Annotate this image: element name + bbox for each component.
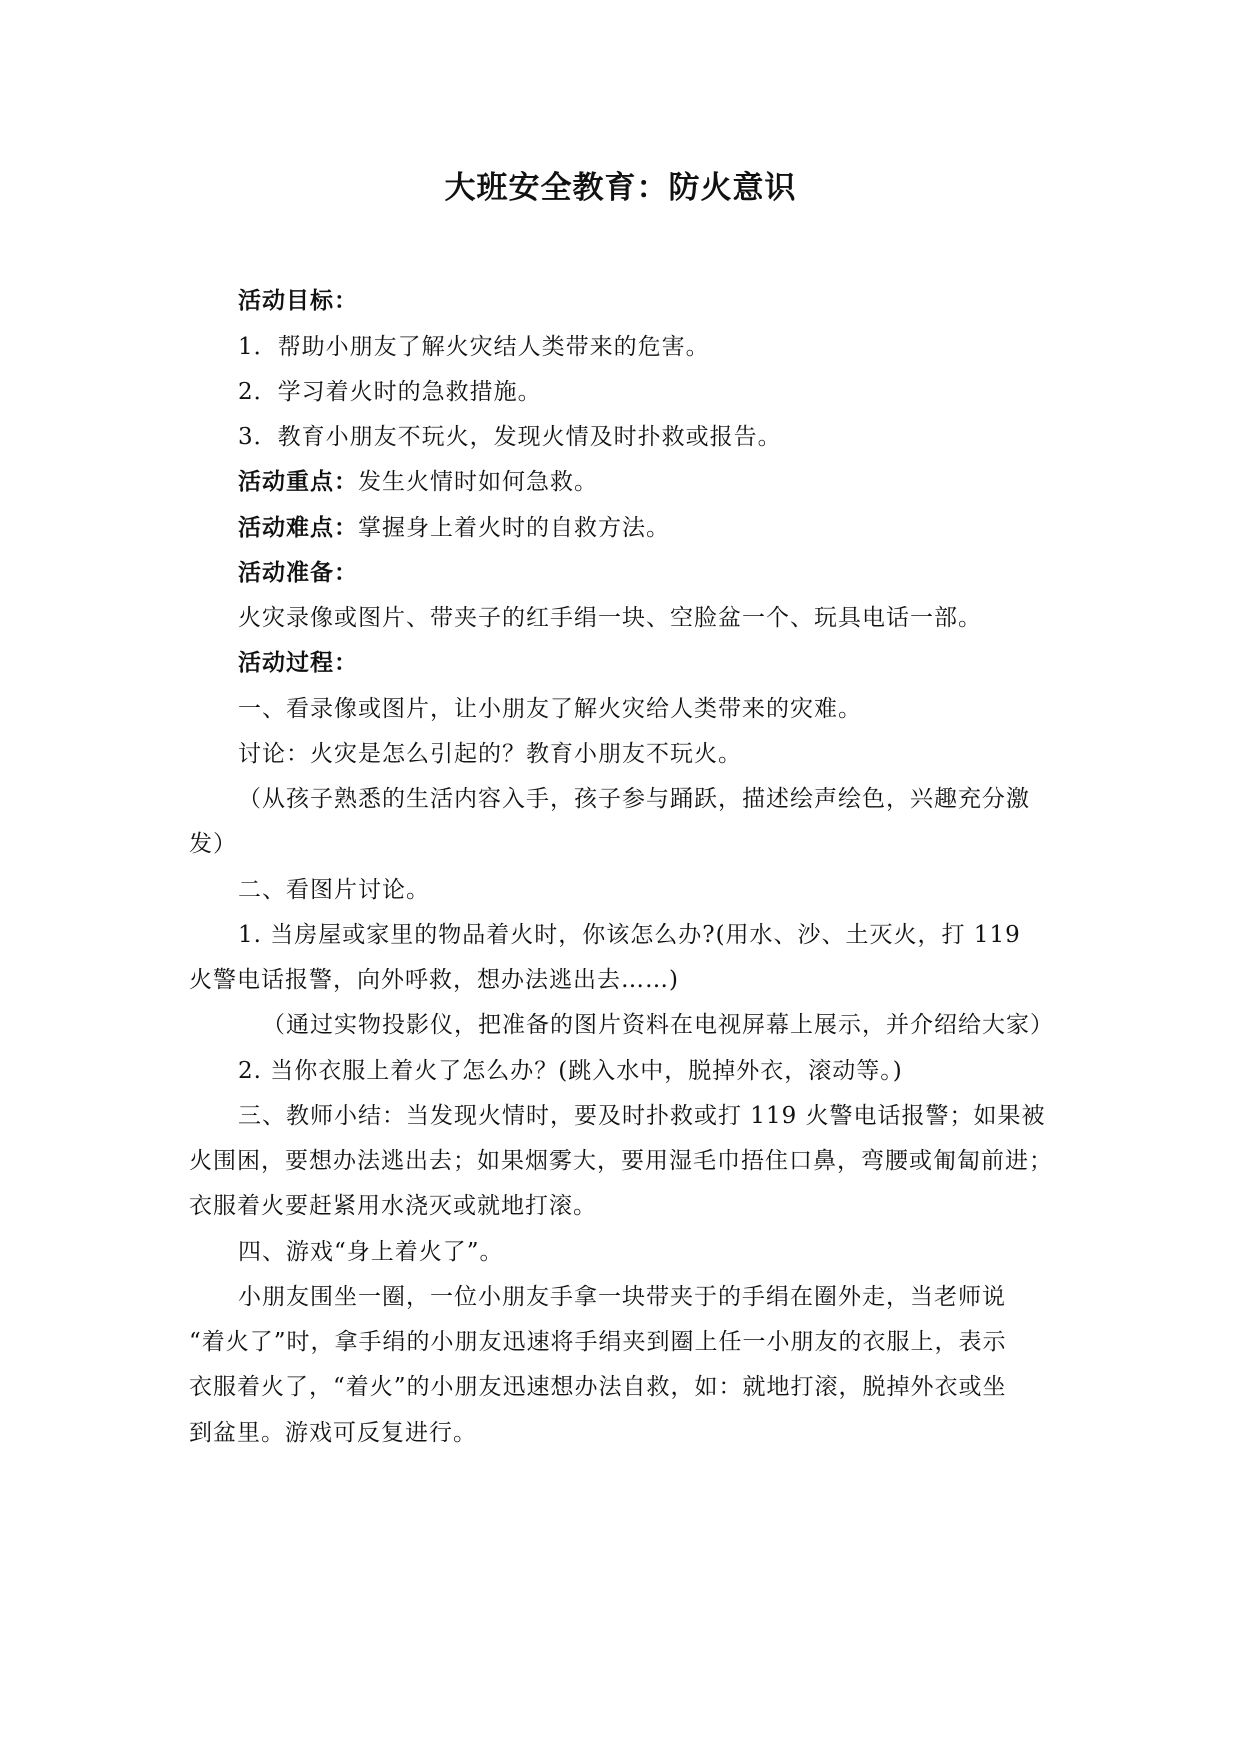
process-line: 衣服着火要赶紧用水浇灭或就地打滚。 <box>189 1193 597 1219</box>
process-line: 四、游戏“身上着火了”。 <box>238 1239 504 1265</box>
process-label: 活动过程： <box>238 650 358 676</box>
process-line: 一、看录像或图片，让小朋友了解火灾给人类带来的灾难。 <box>238 696 862 722</box>
process-line: 衣服着火了，“着火”的小朋友迅速想办法自救，如：就地打滚，脱掉外衣或坐 <box>189 1374 1007 1400</box>
process-line: “着火了”时，拿手绢的小朋友迅速将手绢夹到圈上任一小朋友的衣服上，表示 <box>189 1329 1007 1355</box>
key-point-line <box>238 467 598 497</box>
process-line: （从孩子熟悉的生活内容入手，孩子参与踊跃，描述绘声绘色，兴趣充分激 <box>238 786 1030 812</box>
process-line: 小朋友围坐一圈，一位小朋友手拿一块带夹于的手绢在圈外走，当老师说 <box>238 1284 1006 1310</box>
preparation-label: 活动准备： <box>238 560 358 586</box>
key-point-label: 活动重点： <box>238 469 358 495</box>
goal-item-3: 3．教育小朋友不玩火，发现火情及时扑救或报告。 <box>238 424 782 450</box>
difficulty-text: 掌握身上着火时的自救方法。 <box>358 515 670 541</box>
process-line: 讨论：火灾是怎么引起的？教育小朋友不玩火。 <box>238 741 742 767</box>
difficulty-label: 活动难点： <box>238 515 358 541</box>
process-line: （通过实物投影仪，把准备的图片资料在电视屏幕上展示，并介绍给大家） <box>262 1012 1054 1038</box>
process-line: 二、看图片讨论。 <box>238 877 430 903</box>
process-line: 发） <box>189 831 237 857</box>
process-line: 2. 当你衣服上着火了怎么办？(跳入水中，脱掉外衣，滚动等。) <box>238 1058 903 1084</box>
preparation-text: 火灾录像或图片、带夹子的红手绢一块、空脸盆一个、玩具电话一部。 <box>238 605 982 631</box>
process-line: 到盆里。游戏可反复进行。 <box>189 1420 477 1446</box>
document-title: 大班安全教育：防火意识 <box>444 170 797 206</box>
goal-item-1: 1．帮助小朋友了解火灾结人类带来的危害。 <box>238 334 710 360</box>
process-line: 三、教师小结：当发现火情时，要及时扑救或打 119 火警电话报警；如果被 <box>238 1103 1046 1129</box>
process-line: 火围困，要想办法逃出去；如果烟雾大，要用湿毛巾捂住口鼻，弯腰或匍匐前进； <box>189 1148 1053 1174</box>
key-point-text: 发生火情时如何急救。 <box>358 469 598 495</box>
difficulty-line <box>238 513 670 543</box>
process-line: 1. 当房屋或家里的物品着火时，你该怎么办?(用水、沙、土灭火，打 119 <box>238 922 1021 948</box>
goal-item-2: 2．学习着火时的急救措施。 <box>238 379 542 405</box>
process-line: 火警电话报警，向外呼救，想办法逃出去……) <box>189 967 679 993</box>
goals-label: 活动目标： <box>238 288 358 314</box>
